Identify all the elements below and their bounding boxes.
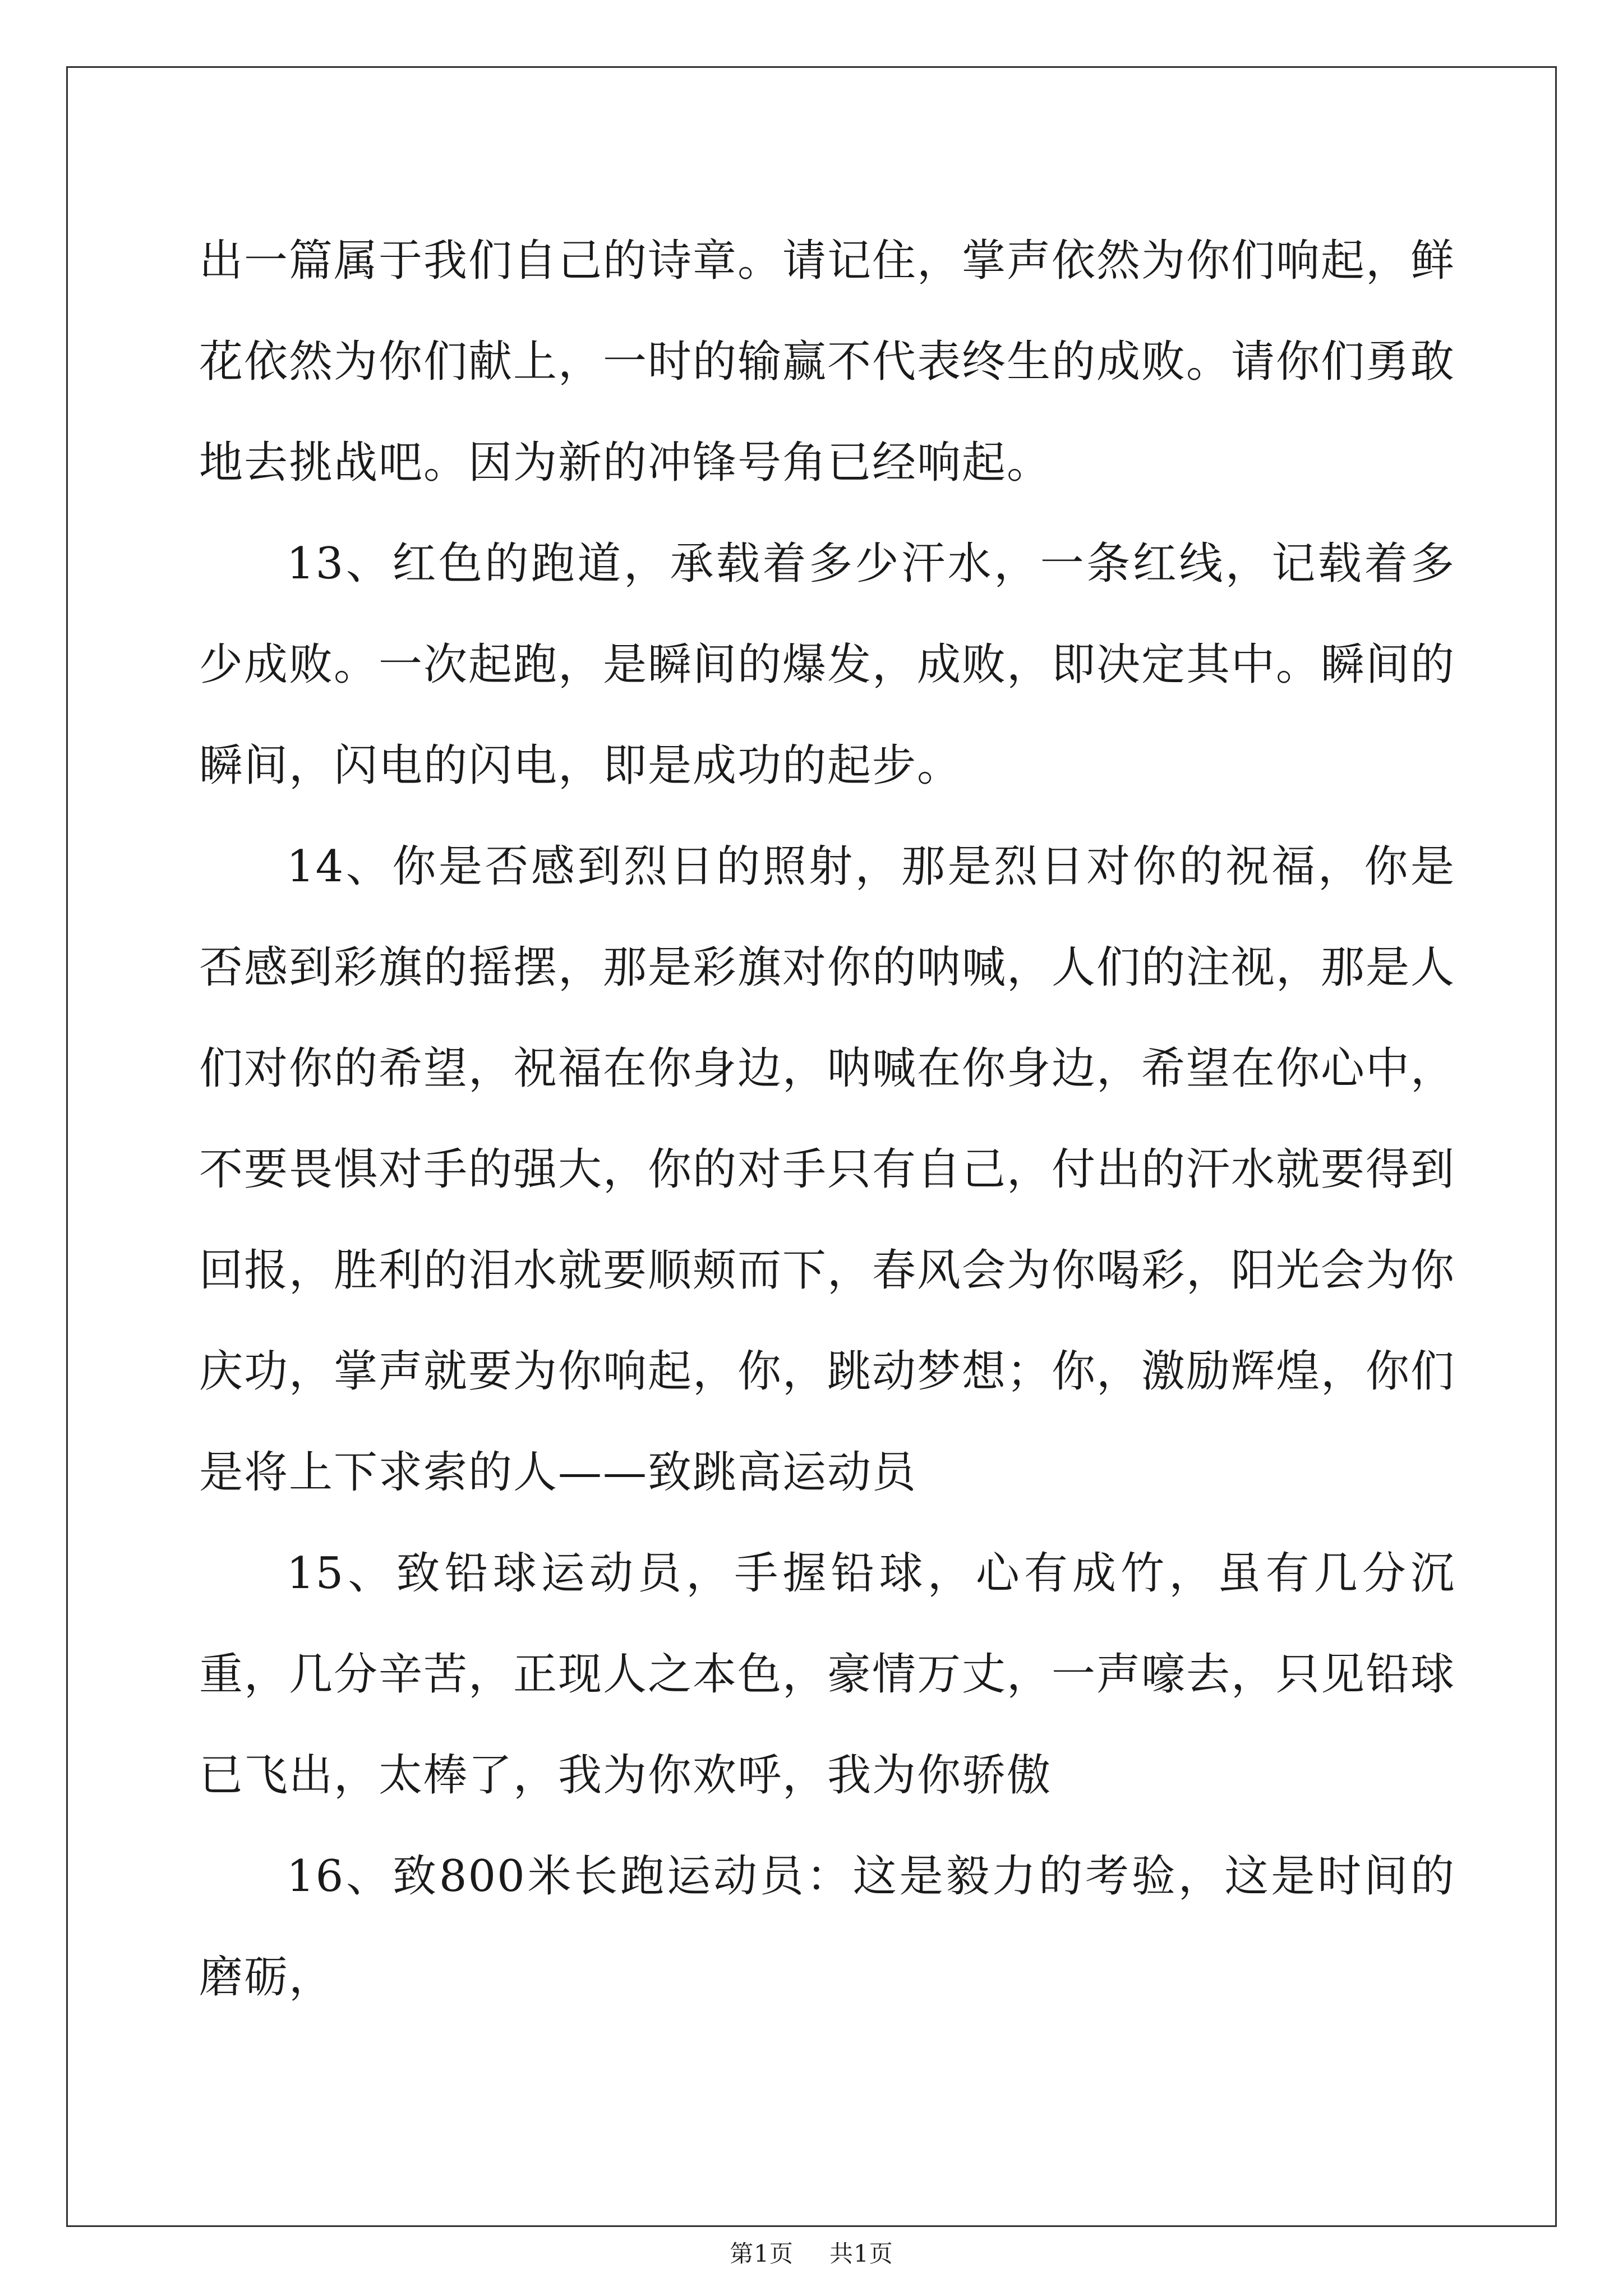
paragraph-14: 14、你是否感到烈日的照射，那是烈日对你的祝福，你是否感到彩旗的摇摆，那是彩旗对你的呐喊，人们的注视，那是人们对你的希望，祝福在你身边，呐喊在你身边，希望在你心中，不要畏惧对手的强大，你的对手只有自己，付出的汗水就要得到回报，胜利的泪水就要顺颊而下，春风会为你喝彩，阳光会为你庆功，掌声就要为你响起，你，跳动梦想；你，激励辉煌，你们是将上下求索的人——致跳高运动员 [199,841,1456,1498]
page-number-total: 共1页 [829,2240,893,2267]
paragraph-continuation: 出一篇属于我们自己的诗章。请记住，掌声依然为你们响起，鲜花依然为你们献上，一时的输赢不代表终生的成败。请你们勇敢地去挑战吧。因为新的冲锋号角已经响起。 [199,236,1456,488]
page-number-current: 第1页 [730,2240,794,2267]
document-body [199,210,1455,2028]
paragraph-13: 13、红色的跑道，承载着多少汗水，一条红线，记载着多少成败。一次起跑，是瞬间的爆发，成败，即决定其中。瞬间的瞬间，闪电的闪电，即是成功的起步。 [199,539,1456,791]
paragraph-16: 16、致800米长跑运动员：这是毅力的考验，这是时间的磨砺， [199,1851,1455,2003]
page-footer [0,2235,1623,2269]
paragraph-15: 15、致铅球运动员，手握铅球，心有成竹，虽有几分沉重，几分辛苦，正现人之本色，豪情万丈，一声嚎去，只见铅球已飞出，太棒了，我为你欢呼，我为你骄傲 [199,1548,1456,1801]
